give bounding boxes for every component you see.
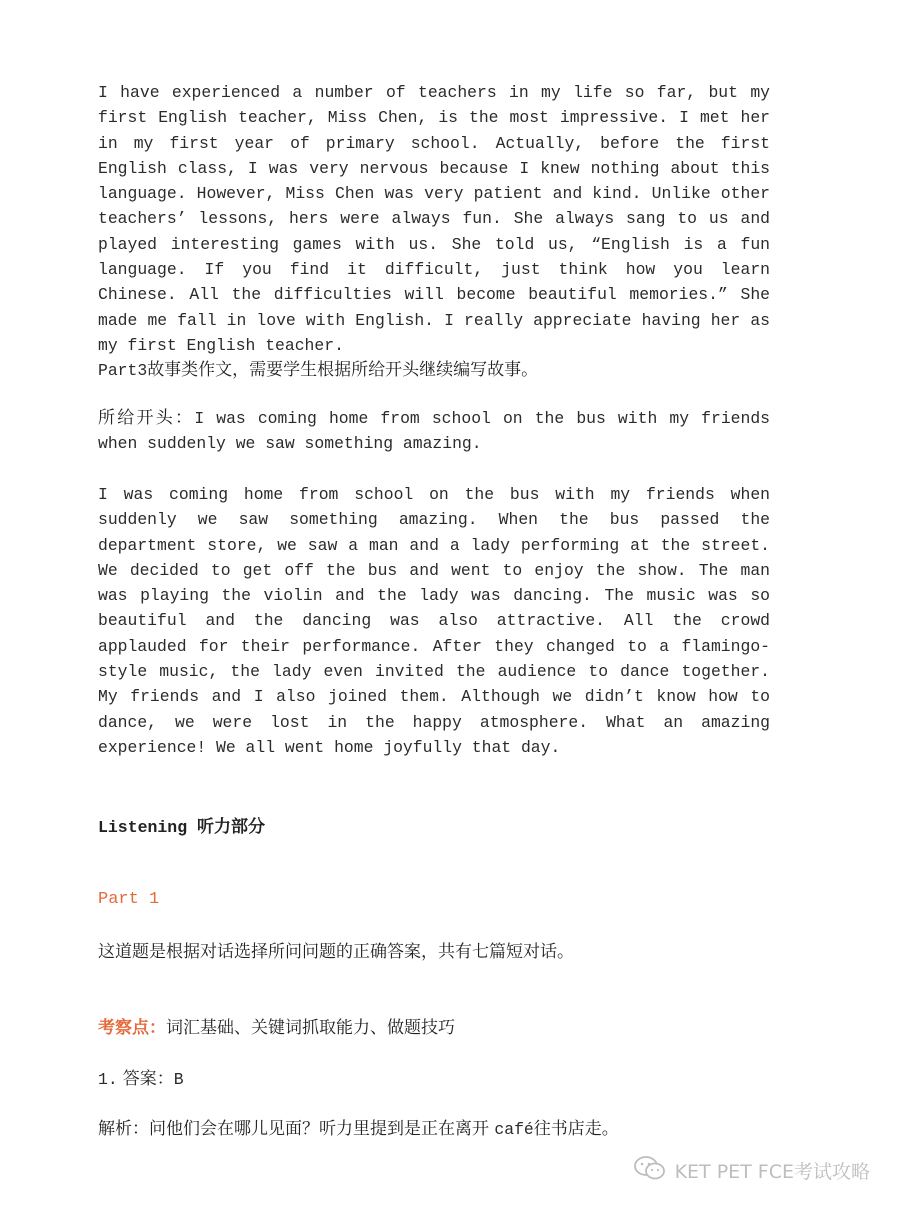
listening-en: Listening <box>98 818 188 837</box>
given-opening <box>98 406 770 457</box>
analysis-text-after: 往书店走。 <box>533 1119 619 1139</box>
part3-heading <box>98 355 778 380</box>
answer-value: B <box>173 1070 184 1089</box>
essay-1 <box>98 80 770 358</box>
listening-heading <box>98 812 778 837</box>
analysis-line <box>98 1114 778 1139</box>
paragraph-teacher: I have experienced a number of teachers in my life so far, but my first English teacher, Miss Chen, is the most impressive. I met her in my first year of primary school. Actually, before the first English class, I was very nervous because I knew nothing about this language. However, Miss Chen was very patient and kind. Unlike other teachers’ lessons, hers were always fun. She always sang to us and played interesting games with us. She told us, “English is a fun language. If you find it difficult, just think how you learn Chinese. All the difficulties will become beautiful memories.” She made me fall in love with English. I really appreciate having her as my first English teacher. <box>98 83 770 355</box>
given-opening-text: I was coming home from school on the bus with my friends when suddenly we saw something amazing. <box>98 409 770 454</box>
answer-label: 答案： <box>122 1069 174 1089</box>
analysis-text-before: 问他们会在哪儿见面？听力里提到是正在离开 <box>149 1119 495 1139</box>
watermark-text: KET PET FCE考试攻略 <box>674 1161 870 1183</box>
analysis-label: 解析： <box>98 1119 149 1139</box>
part3-text: 故事类作文，需要学生根据所给开头继续编写故事。 <box>147 360 539 380</box>
watermark <box>633 1155 870 1186</box>
focus-label: 考察点： <box>98 1018 166 1038</box>
part3-prefix: Part3 <box>98 361 148 380</box>
essay-2 <box>98 482 770 760</box>
part1-label: Part 1 <box>98 890 160 909</box>
part1-description: 这道题是根据对话选择所问问题的正确答案，共有七篇短对话。 <box>98 942 574 962</box>
focus-text: 词汇基础、关键词抓取能力、做题技巧 <box>166 1018 455 1038</box>
focus-line <box>98 1013 778 1038</box>
paragraph-story: I was coming home from school on the bus with my friends when suddenly we saw something amazing. When the bus passed the department store, we saw a man and a lady performing at the street. We decided to get off the bus and went to enjoy the show. The man was playing the violin and the lady was dancing. The music was so beautiful and the dancing was also attractive. All the crowd applauded for their performance. After they changed to a flamingo-style music, the lady even invited the audience to dance together. My friends and I also joined them. Although we didn’t know how to dance, we were lost in the happy atmosphere. What an amazing experience! We all went home joyfully that day. <box>98 485 770 757</box>
listening-cn: 听力部分 <box>197 817 266 837</box>
part1-heading <box>98 888 778 909</box>
answer-line <box>98 1064 778 1089</box>
analysis-word: café <box>494 1120 534 1139</box>
answer-number: 1. <box>98 1070 118 1089</box>
wechat-icon <box>633 1155 667 1186</box>
given-opening-label: 所给开头： <box>98 408 195 428</box>
